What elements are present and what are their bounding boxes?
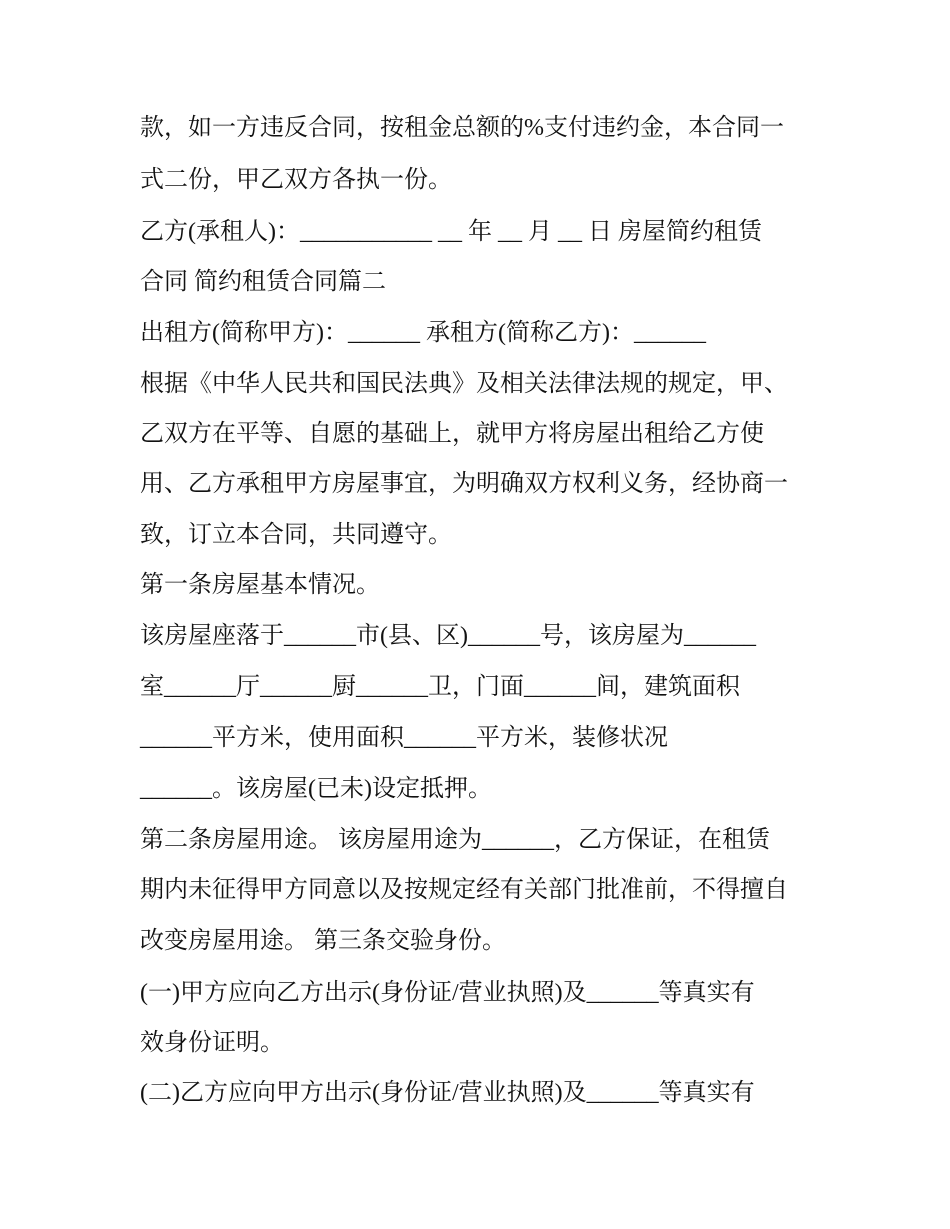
text-line: 期内未征得甲方同意以及按规定经有关部门批准前，不得擅自: [140, 877, 788, 903]
text-line: 乙方(承租人)：___________ __ 年 __ 月 __ 日 房屋简约租赁: [140, 219, 762, 245]
text-line: 式二份，甲乙双方各执一份。: [140, 167, 452, 193]
section-heading: 第一条房屋基本情况。: [140, 572, 380, 598]
text-line: 根据《中华人民共和国民法典》及相关法律法规的规定，甲、: [140, 371, 788, 397]
text-line: ______平方米，使用面积______平方米，装修状况: [140, 725, 668, 751]
text-line: (二)乙方应向甲方出示(身份证/营业执照)及______等真实有: [140, 1080, 755, 1106]
text-line: ______。该房屋(已未)设定抵押。: [140, 776, 492, 802]
text-line: 用、乙方承租甲方房屋事宜，为明确双方权利义务，经协商一: [140, 471, 788, 497]
text-line: 出租方(简称甲方)：______ 承租方(简称乙方)：______: [140, 320, 706, 346]
text-line: 该房屋座落于______市(县、区)______号，该房屋为______: [140, 623, 756, 649]
text-line: 款，如一方违反合同，按租金总额的%支付违约金，本合同一: [140, 115, 784, 141]
text-line: 效身份证明。: [140, 1030, 284, 1056]
text-line: 乙双方在平等、自愿的基础上，就甲方将房屋出租给乙方使: [140, 421, 764, 447]
text-line: 合同 简约租赁合同篇二: [140, 269, 386, 295]
text-line: 致，订立本合同，共同遵守。: [140, 522, 452, 548]
text-line: (一)甲方应向乙方出示(身份证/营业执照)及______等真实有: [140, 980, 755, 1006]
text-line: 第二条房屋用途。 该房屋用途为______，乙方保证，在租赁: [140, 827, 770, 853]
text-line: 改变房屋用途。 第三条交验身份。: [140, 928, 506, 954]
text-line: 室______厅______厨______卫，门面______间，建筑面积: [140, 674, 740, 700]
